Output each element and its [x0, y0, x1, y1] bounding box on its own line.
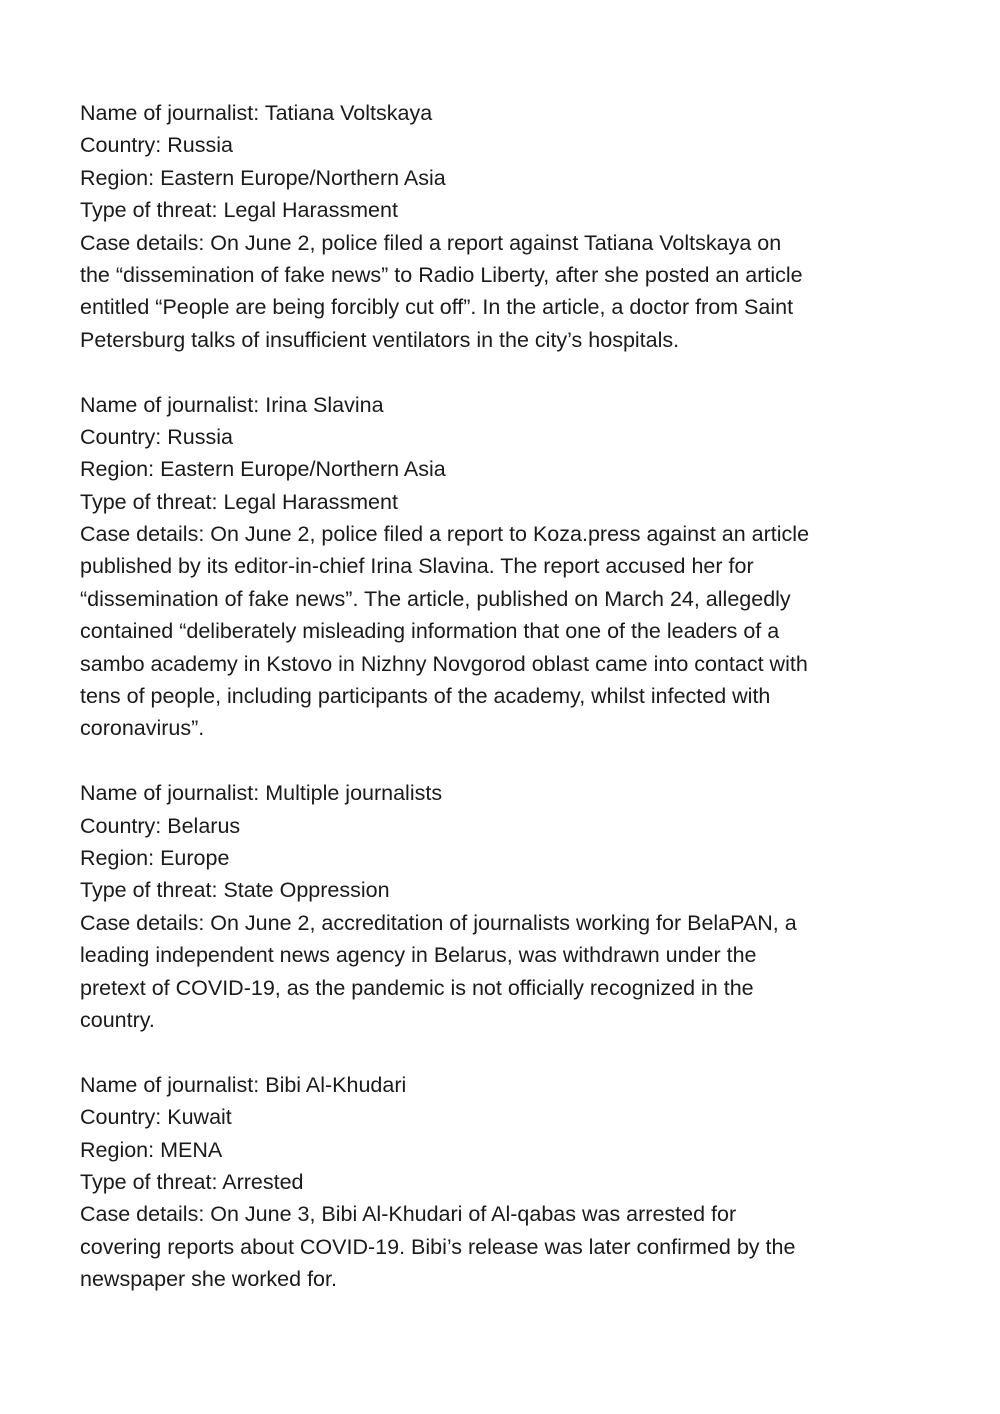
country-value: Belarus — [167, 813, 241, 838]
journalist-name-value: Bibi Al-Khudari — [265, 1072, 407, 1097]
region-line — [80, 1134, 940, 1166]
threat-type-value: Legal Harassment — [223, 489, 398, 514]
threat-type-value: Legal Harassment — [223, 198, 398, 223]
case-details-label: Case details: — [80, 230, 205, 255]
case-details-text: On June 3, Bibi Al-Khudari of Al-qabas was arrested for — [210, 1202, 737, 1227]
region-value: Europe — [160, 845, 230, 870]
case-details-text: contained “deliberately misleading information that one of the leaders of a — [80, 619, 780, 644]
case-details-text: coronavirus”. — [80, 716, 205, 741]
country-label: Country: — [80, 133, 162, 158]
threat-type-line — [80, 874, 940, 906]
country-line — [80, 421, 940, 453]
country-line — [80, 1101, 940, 1133]
threat-type-label: Type of threat: — [80, 878, 218, 903]
country-label: Country: — [80, 813, 162, 838]
case-details-text: On June 2, police filed a report to Koza.press against an article — [210, 522, 810, 547]
case-details-line — [80, 227, 940, 259]
region-value: Eastern Europe/Northern Asia — [160, 457, 446, 482]
journalist-name-label: Name of journalist: — [80, 781, 260, 806]
country-label: Country: — [80, 1105, 162, 1130]
threat-type-value: State Oppression — [223, 878, 390, 903]
country-line — [80, 810, 940, 842]
case-entry — [80, 97, 940, 356]
threat-type-line — [80, 194, 940, 226]
journalist-name-label: Name of journalist: — [80, 392, 260, 417]
case-details-text: covering reports about COVID-19. Bibi’s release was later confirmed by the — [80, 1234, 796, 1259]
case-details-text: sambo academy in Kstovo in Nizhny Novgorod oblast came into contact with — [80, 651, 808, 676]
case-entry — [80, 389, 940, 745]
threat-type-label: Type of threat: — [80, 1169, 218, 1194]
case-details-text: tens of people, including participants of the academy, whilst infected with — [80, 684, 771, 709]
region-line — [80, 842, 940, 874]
journalist-name-value: Tatiana Voltskaya — [264, 101, 433, 125]
case-details-line — [80, 518, 940, 550]
country-value: Russia — [167, 424, 233, 449]
region-label: Region: — [80, 165, 155, 190]
case-details-label: Case details: — [80, 1202, 205, 1227]
journalist-name-label: Name of journalist: — [80, 101, 260, 125]
case-details-text: “dissemination of fake news”. The article, published on March 24, allegedly — [80, 586, 791, 611]
case-details-line — [80, 1198, 940, 1230]
region-value: MENA — [160, 1137, 223, 1162]
region-label: Region: — [80, 845, 155, 870]
region-label: Region: — [80, 1137, 155, 1162]
journalist-name-line — [80, 97, 940, 129]
region-line — [80, 162, 940, 194]
threat-type-line — [80, 486, 940, 518]
case-details-text: entitled “People are being forcibly cut off”. In the article, a doctor from Saint — [80, 295, 794, 320]
region-label: Region: — [80, 457, 155, 482]
case-details-label: Case details: — [80, 522, 205, 547]
journalist-name-value: Multiple journalists — [265, 781, 443, 806]
case-details-label: Case details: — [80, 910, 205, 935]
threat-type-label: Type of threat: — [80, 489, 218, 514]
region-value: Eastern Europe/Northern Asia — [160, 165, 446, 190]
case-details-text: the “dissemination of fake news” to Radio Liberty, after she posted an article — [80, 262, 803, 287]
region-line — [80, 453, 940, 485]
threat-type-label: Type of threat: — [80, 198, 218, 223]
country-value: Russia — [167, 133, 233, 158]
case-details-text: country. — [80, 1007, 155, 1032]
case-details-text: leading independent news agency in Belarus, was withdrawn under the — [80, 943, 757, 968]
journalist-name-line — [80, 389, 940, 421]
country-line — [80, 129, 940, 161]
journalist-name-line — [80, 1069, 940, 1101]
case-details-text: On June 2, accreditation of journalists working for BelaPAN, a — [210, 910, 797, 935]
case-details-line — [80, 907, 940, 939]
case-details-text: published by its editor-in-chief Irina Slavina. The report accused her for — [80, 554, 754, 579]
journalist-name-label: Name of journalist: — [80, 1072, 260, 1097]
country-value: Kuwait — [167, 1105, 232, 1130]
case-details-text: On June 2, police filed a report against Tatiana Voltskaya on — [210, 230, 782, 255]
journalist-name-value: Irina Slavina — [265, 392, 384, 417]
case-details-text: Petersburg talks of insufficient ventilators in the city’s hospitals. — [80, 327, 680, 352]
threat-type-value: Arrested — [222, 1169, 304, 1194]
case-entry — [80, 1069, 940, 1296]
case-entry — [80, 777, 940, 1036]
journalist-name-line — [80, 777, 940, 809]
case-details-text: pretext of COVID-19, as the pandemic is not officially recognized in the — [80, 975, 754, 1000]
country-label: Country: — [80, 424, 162, 449]
case-details-text: newspaper she worked for. — [80, 1267, 337, 1292]
threat-type-line — [80, 1166, 940, 1198]
